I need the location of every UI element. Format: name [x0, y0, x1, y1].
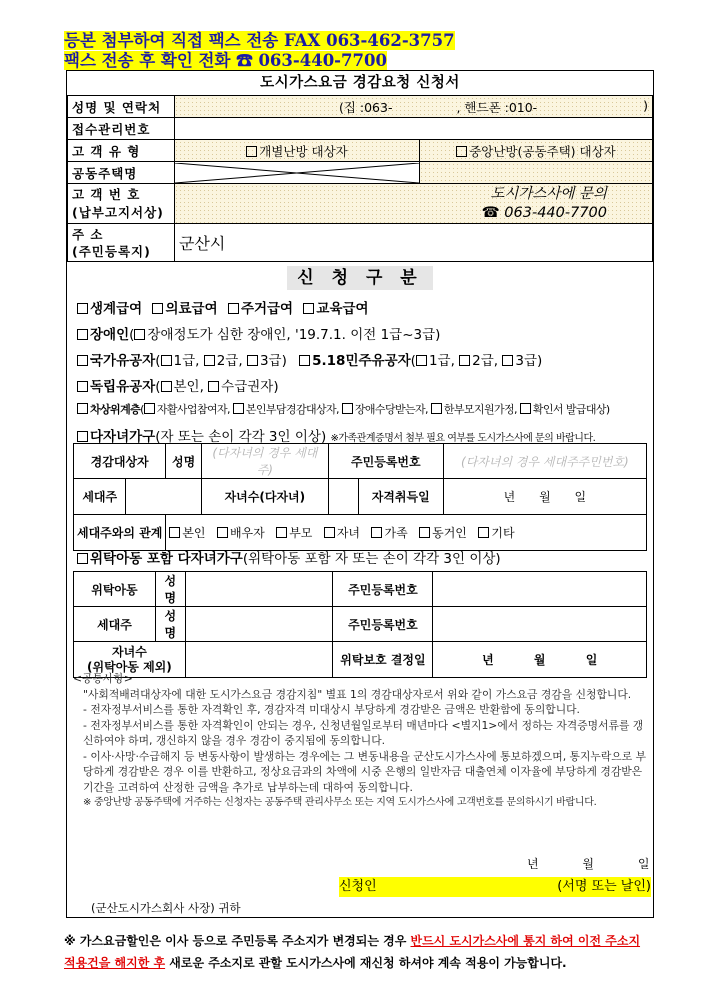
checkbox-icon[interactable]	[431, 403, 442, 414]
vulnerable-option: 차상위계층( 자활사업참여자, 본인부담경감대상자, 장애수당받는자, 한부모지원가정, 확인서 발급대상)	[77, 401, 610, 417]
checkbox-icon[interactable]	[416, 355, 427, 366]
address-label: 주 소 (주민등록지)	[68, 224, 175, 262]
foster-count-label: 자녀수 (위탁아동 제외)	[74, 642, 186, 678]
foster-child-rrn-field[interactable]	[433, 572, 647, 607]
checkbox-icon[interactable]	[169, 527, 180, 538]
fax-note: 등본 첨부하여 직접 팩스 전송 FAX 063-462-3757	[64, 31, 455, 50]
checkbox-icon[interactable]	[77, 431, 88, 442]
application-form	[66, 70, 654, 918]
phone-icon: ☎	[481, 204, 500, 221]
householder-label: 세대주	[74, 479, 126, 515]
merit-option: 국가유공자( 1급, 2급, 3급) 5.18민주유공자( 1급, 2급, 3급)	[77, 349, 542, 369]
foster-child-label: 위탁아동	[74, 572, 156, 607]
checkbox-icon[interactable]	[204, 355, 215, 366]
checkbox-icon[interactable]	[324, 527, 335, 538]
checkbox-icon[interactable]	[299, 355, 310, 366]
checkbox-icon[interactable]	[371, 527, 382, 538]
name-label: 성명	[166, 444, 202, 479]
checkbox-icon[interactable]	[217, 527, 228, 538]
common-notes: <공통사항> "사회적배려대상자에 대한 도시가스요금 경감지침" 별표 1의 경감대상자로서 위와 같이 가스요금 경감을 신청합니다. - 전자정부서비스를 통한 자격확인 후, 경감자격 미대상시 부당하게 경감받은 금액은 반환함에 동의합니다. - 전자정부서비스를 통한 자격확인이 안되는 경우, 신청년월일로부터 매년마다 <별지1>에서 정하는 자격증명서류를 갱신하여야 하며, 갱신하지 않을 경우 경감이 중지됨에 동의합니다. - 이사·사망·수급해지 등 변동사항이 발생하는 경우에는 그 변동내용을 군산도시가스사에 통보하겠으며, 통지누락으로 부당하게 경감받은 경우 이를 반환하고, 정상요금과의 차액에 시중 은행의 일반자금 대출연체 이자율에 부당하게 경감받은 기간을 고려하여 산정한 금액을 추가로 납부하는데 대하여 동의합니다. ※ 중앙난방 공동주택에 거주하는 신청자는 공동주택 관리사무소 또는 지역 도시가스사에 고객번호를 문의하시기 바랍니다.	[73, 671, 649, 811]
foster-child-name-field[interactable]	[185, 572, 333, 607]
benefit-options: 생계급여 의료급여 주거급여 교육급여	[77, 297, 369, 317]
checkbox-icon[interactable]	[161, 355, 172, 366]
checkbox-icon[interactable]	[276, 527, 287, 538]
foster-householder-rrn-field[interactable]	[433, 607, 647, 642]
home-phone-field[interactable]: (집 :063-	[338, 99, 393, 115]
foster-householder-name-field[interactable]	[185, 607, 333, 642]
rrn-label: 주민등록번호	[328, 444, 443, 479]
name-contact-label: 성명 및 연락처	[68, 96, 175, 118]
relation-options: 본인 배우자 부모 자녀 가족 동거인 기타	[166, 515, 647, 551]
customer-type-label: 고 객 유 형	[68, 140, 175, 162]
checkbox-icon[interactable]	[456, 146, 467, 157]
reception-number-field[interactable]	[174, 118, 652, 140]
checkbox-icon[interactable]	[419, 527, 430, 538]
acquisition-date-label: 자격취득일	[358, 479, 443, 515]
applicant-signature[interactable]: 신청인 (서명 또는 날인)	[339, 877, 651, 897]
checkbox-icon[interactable]	[144, 403, 155, 414]
reduction-target-table	[73, 443, 647, 551]
phone-icon: ☎	[236, 51, 253, 70]
footer-warning: 반드시 도시가스사에 통지 하여 이전 주소지 적용건을 해지한 후	[64, 934, 641, 970]
disabled-option: 장애인( 장애정도가 심한 장애인, '19.7.1. 이전 1급~3급)	[77, 323, 440, 343]
common-heading: <공통사항>	[73, 672, 133, 685]
phone-note: 팩스 전송 후 확인 전화 ☎ 063-440-7700	[64, 51, 387, 70]
checkbox-icon[interactable]	[77, 355, 88, 366]
checkbox-icon[interactable]	[520, 403, 531, 414]
checkbox-icon[interactable]	[459, 355, 470, 366]
inquiry-text: 도시가스사에 문의	[490, 185, 607, 202]
target-label: 경감대상자	[74, 444, 166, 479]
checkbox-icon[interactable]	[77, 381, 88, 392]
contact-field[interactable]: (집 :063- , 핸드폰 :010- )	[174, 96, 652, 118]
recipient: (군산도시가스회사 사장) 귀하	[91, 901, 241, 915]
applicant-info-table	[67, 95, 653, 262]
complex-name-label: 공동주택명	[68, 162, 175, 184]
name-field[interactable]: (다자녀의 경우 세대주)	[201, 444, 328, 479]
checkbox-icon[interactable]	[342, 403, 353, 414]
independence-option: 독립유공자( 본인, 수급권자)	[77, 375, 279, 395]
checkbox-icon[interactable]	[478, 527, 489, 538]
cross-out-icon	[175, 163, 419, 183]
foster-decision-label: 위탁보호 결정일	[333, 642, 433, 678]
foster-table: 위탁아동 성명 주민등록번호 세대주 성명 주민등록번호 자녀수 (위탁아동 제외) 위탁보호 결정일 년 월 일	[73, 571, 647, 678]
section-title: 신 청 구 분	[67, 263, 653, 288]
complex-name-field[interactable]	[419, 162, 652, 184]
checkbox-icon[interactable]	[77, 403, 88, 414]
checkbox-icon[interactable]	[303, 303, 314, 314]
foster-option: 위탁아동 포함 다자녀가구(위탁아동 포함 자 또는 손이 각각 3인 이상)	[77, 547, 501, 567]
mobile-phone-field[interactable]: , 핸드폰 :010-	[456, 99, 538, 115]
checkbox-icon[interactable]	[208, 381, 219, 392]
checkbox-icon[interactable]	[77, 553, 88, 564]
checkbox-icon[interactable]	[247, 355, 258, 366]
customer-number-field[interactable]: 도시가스사에 문의 ☎ 063-440-7700	[174, 184, 652, 224]
children-count-field[interactable]	[328, 479, 358, 515]
foster-householder-label: 세대주	[74, 607, 156, 642]
relation-label: 세대주와의 관계	[74, 515, 166, 551]
customer-number-label: 고 객 번 호 (납부고지서상)	[68, 184, 175, 224]
reception-number-label: 접수관리번호	[68, 118, 175, 140]
type-individual-option[interactable]: 개별난방 대상자	[174, 140, 419, 162]
checkbox-icon[interactable]	[502, 355, 513, 366]
checkbox-icon[interactable]	[161, 381, 172, 392]
checkbox-icon[interactable]	[134, 329, 145, 340]
checkbox-icon[interactable]	[246, 146, 257, 157]
children-count-label: 자녀수(다자녀)	[201, 479, 328, 515]
form-title: 도시가스요금 경감요청 신청서	[67, 71, 653, 96]
complex-name-crossed	[174, 162, 419, 184]
checkbox-icon[interactable]	[233, 403, 244, 414]
checkbox-icon[interactable]	[152, 303, 163, 314]
footer-notice: ※ 가스요금할인은 이사 등으로 주민등록 주소지가 변경되는 경우 반드시 도시가스사에 통지 하여 이전 주소지 적용건을 해지한 후 새로운 주소지로 관할 도시가스사에 재신청 하셔야 계속 적용이 가능합니다.	[64, 934, 641, 970]
checkbox-icon[interactable]	[77, 329, 88, 340]
address-field[interactable]: 군산시	[174, 224, 652, 262]
type-central-option[interactable]: 중앙난방(공동주택) 대상자	[419, 140, 652, 162]
multichild-option: 다자녀가구(자 또는 손이 각각 3인 이상) ※가족관계증명서 첨부 필요 여부를 도시가스사에 문의 바랍니다.	[77, 425, 595, 445]
checkbox-icon[interactable]	[228, 303, 239, 314]
foster-decision-date-field[interactable]: 년 월 일	[433, 642, 647, 678]
application-date: 년 월 일	[527, 857, 650, 871]
rrn-field[interactable]: (다자녀의 경우 세대주주민번호)	[443, 444, 646, 479]
acquisition-date-field[interactable]: 년 월 일	[443, 479, 646, 515]
householder-field[interactable]	[126, 479, 201, 515]
checkbox-icon[interactable]	[77, 303, 88, 314]
